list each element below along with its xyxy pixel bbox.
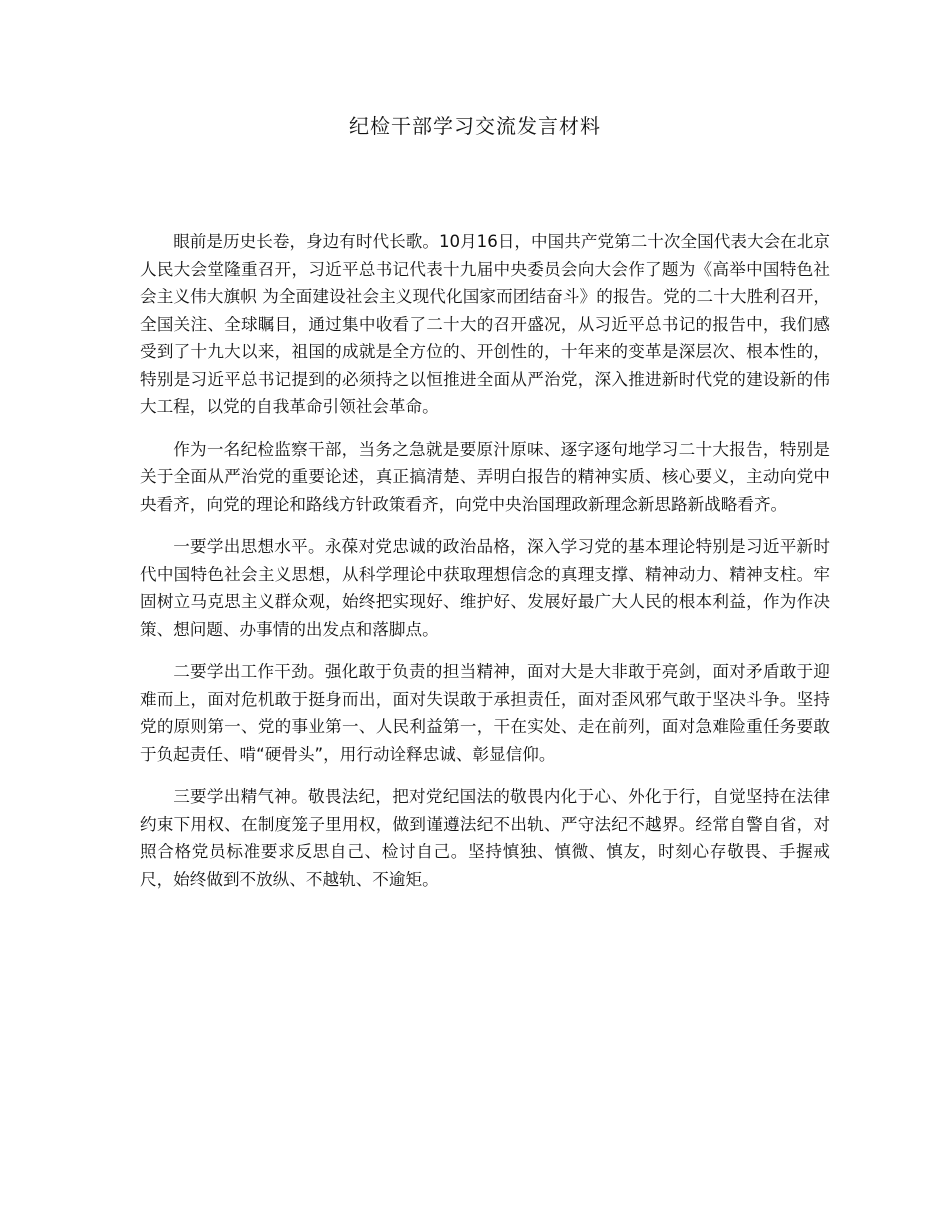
document-title: 纪检干部学习交流发言材料: [349, 114, 601, 138]
paragraph-point-one: 一要学出思想水平。永葆对党忠诚的政治品格，深入学习党的基本理论特别是习近平新时代中国特色社会主义思想，从科学理论中获取理想信念的真理支撑、精神动力、精神支柱。牢固树立马克思主义群众观，始终把实现好、维护好、发展好最广大人民的根本利益，作为作决策、想问题、办事情的出发点和落脚点。: [140, 537, 830, 639]
paragraph-role: 作为一名纪检监察干部，当务之急就是要原汁原味、逐字逐句地学习二十大报告，特别是关于全面从严治党的重要论述，真正搞清楚、弄明白报告的精神实质、核心要义，主动向党中央看齐，向党的理论和路线方针政策看齐，向党中央治国理政新理念新思路新战略看齐。: [140, 439, 830, 514]
paragraph-point-three: 三要学出精气神。敬畏法纪，把对党纪国法的敬畏内化于心、外化于行，自觉坚持在法律约束下用权、在制度笼子里用权，做到谨遵法纪不出轨、严守法纪不越界。经常自警自省，对照合格党员标准要求反思自己、检讨自己。坚持慎独、慎微、慎友，时刻心存敬畏、手握戒尺，始终做到不放纵、不越轨、不逾矩。: [140, 787, 830, 889]
paragraph-point-two: 二要学出工作干劲。强化敢于负责的担当精神，面对大是大非敢于亮剑，面对矛盾敢于迎难而上，面对危机敢于挺身而出，面对失误敢于承担责任，面对歪风邪气敢于坚决斗争。坚持党的原则第一、党的事业第一、人民利益第一，干在实处、走在前列，面对急难险重任务要敢于负起责任、啃“硬骨头”，用行动诠释忠诚、彰显信仰。: [140, 662, 830, 764]
paragraph-intro: 眼前是历史长卷，身边有时代长歌。10月16日，中国共产党第二十次全国代表大会在北京人民大会堂隆重召开，习近平总书记代表十九届中央委员会向大会作了题为《高举中国特色社会主义伟大旗帜 为全面建设社会主义现代化国家而团结奋斗》的报告。党的二十大胜利召开，全国关注、全球瞩目，通过集中收看了二十大的召开盛况，从习近平总书记的报告中，我们感受到了十九大以来，祖国的成就是全方位的、开创性的，十年来的变革是深层次、根本性的，特别是习近平总书记提到的必须持之以恒推进全面从严治党，深入推进新时代党的建设新的伟大工程，以党的自我革命引领社会革命。: [140, 232, 830, 416]
document-body: [140, 228, 830, 908]
